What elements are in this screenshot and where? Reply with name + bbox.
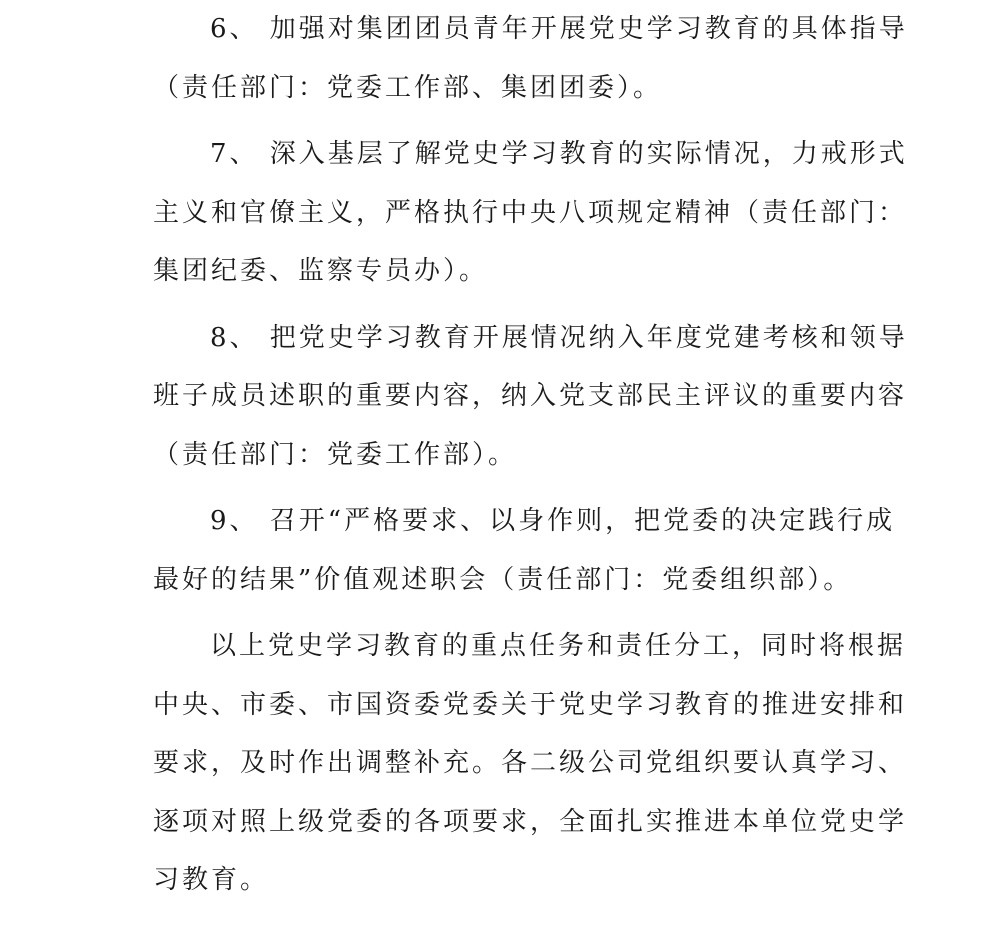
document-body: [153, 0, 908, 910]
paragraph-line: （责任部门：党委工作部）。: [153, 439, 518, 470]
paragraph-item-7: [153, 125, 908, 301]
paragraph-item-8: [153, 309, 908, 485]
paragraph-line: 7、 深入基层了解党史学习教育的实际情况，力戒形式: [210, 139, 908, 169]
paragraph-line: 中央、市委、市国资委党委关于党史学习教育的推进安排和: [153, 689, 908, 720]
paragraph-line: 最好的结果”价值观述职会（责任部门：党委组织部）。: [153, 564, 853, 595]
paragraph-line: 习教育。: [153, 865, 270, 895]
paragraph-summary: [153, 617, 908, 910]
paragraph-line: 6、 加强对集团团员青年开展党史学习教育的具体指导: [210, 14, 908, 44]
paragraph-line: 集团纪委、监察专员办）。: [153, 256, 489, 286]
paragraph-line: 逐项对照上级党委的各项要求，全面扎实推进本单位党史学: [153, 806, 908, 837]
paragraph-line: 要求，及时作出调整补充。各二级公司党组织要认真学习、: [153, 748, 908, 778]
paragraph-item-9: [153, 492, 896, 609]
paragraph-line: 主义和官僚主义，严格执行中央八项规定精神（责任部门：: [153, 197, 908, 228]
paragraph-line: 8、 把党史学习教育开展情况纳入年度党建考核和领导: [210, 322, 908, 353]
paragraph-line: 班子成员述职的重要内容，纳入党支部民主评议的重要内容: [153, 381, 908, 411]
paragraph-line: （责任部门：党委工作部、集团团委）。: [153, 72, 663, 103]
paragraph-item-6: [153, 0, 908, 117]
paragraph-line: 9、 召开“严格要求、以身作则，把党委的决定践行成: [210, 506, 896, 536]
paragraph-line: 以上党史学习教育的重点任务和责任分工，同时将根据: [210, 631, 907, 661]
